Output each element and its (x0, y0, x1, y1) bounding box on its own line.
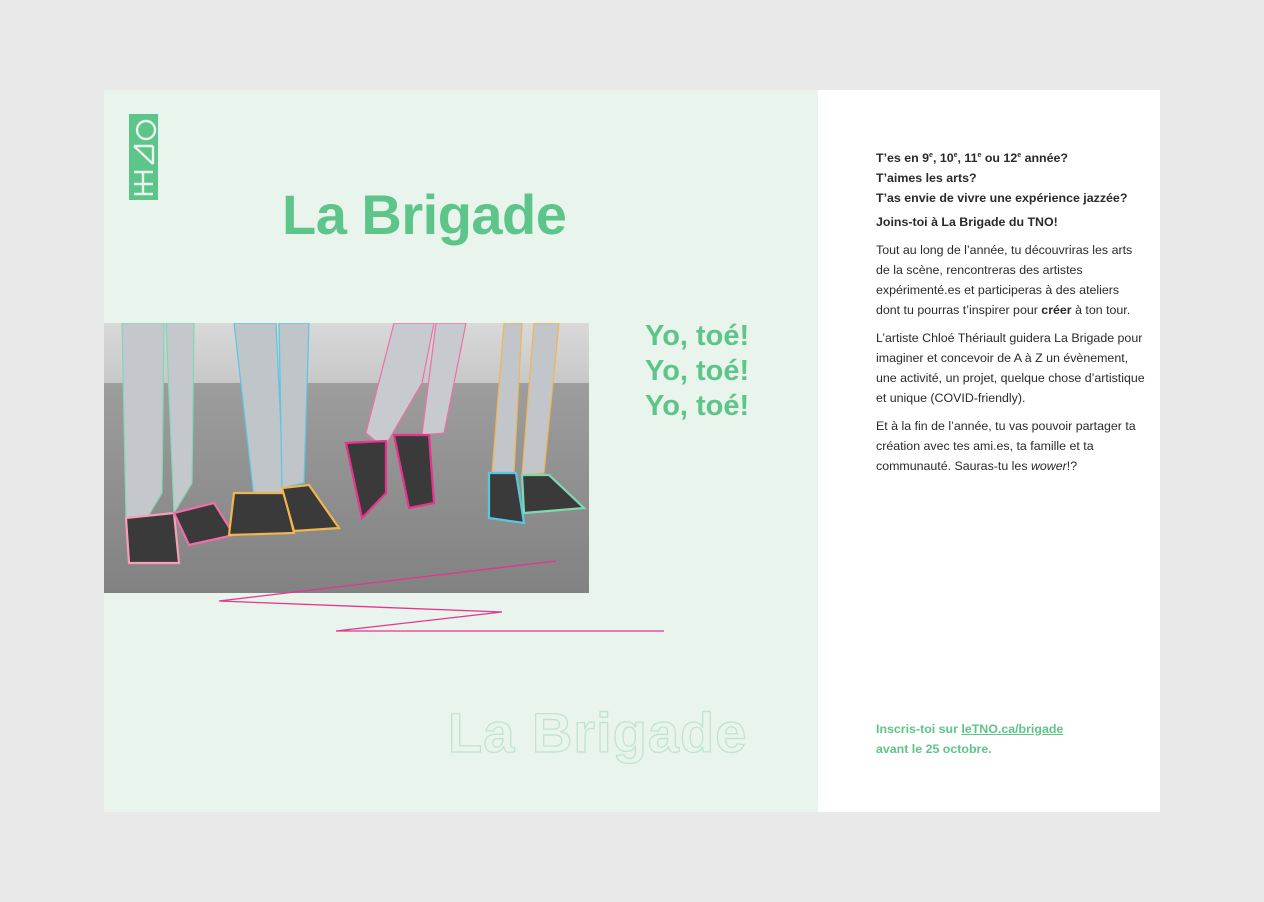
signup-cta: Inscris-toi sur leTNO.ca/brigade avant le 25 octobre. (876, 719, 1063, 759)
page-title: La Brigade (282, 183, 567, 246)
right-panel (818, 90, 1160, 812)
paragraph-share: Et à la fin de l’année, tu vas pouvoir partager ta création avec tes ami.es, ta famille et ta communauté. Sauras-tu les wower!? (876, 419, 1136, 473)
yo-toe-line: Yo, toé! (645, 320, 750, 352)
sneakers-photo (104, 323, 589, 593)
join-heading: Joins-toi à La Brigade du TNO! (876, 215, 1058, 229)
question-arts: T’aimes les arts? (876, 171, 977, 185)
brochure-spread (104, 90, 1160, 812)
paragraph-artist: L’artiste Chloé Thériault guidera La Brigade pour imaginer et concevoir de A à Z un évènement, une activité, un projet, quelque chose d’artistique et unique (COVID-friendly). (876, 331, 1145, 405)
deadline-text: avant le 25 octobre. (876, 742, 992, 756)
yo-toe-line: Yo, toé! (645, 390, 750, 422)
outline-title: La Brigade (448, 701, 748, 764)
question-grade: T’es en 9e, 10e, 11e ou 12e année? (876, 151, 1068, 165)
yo-toe-block (645, 319, 749, 424)
body-text (876, 146, 1146, 476)
left-panel (104, 90, 818, 812)
yo-toe-line: Yo, toé! (645, 355, 750, 387)
paragraph-year: Tout au long de l’année, tu découvriras les arts de la scène, rencontreras des artistes expérimenté.es et participeras à des ateliers dont tu pourras t’inspirer pour créer à ton tour. (876, 243, 1133, 317)
question-experience: T’as envie de vivre une expérience jazzée? (876, 191, 1128, 205)
signup-link[interactable]: leTNO.ca/brigade (961, 722, 1064, 736)
tno-logo-icon (129, 114, 158, 200)
